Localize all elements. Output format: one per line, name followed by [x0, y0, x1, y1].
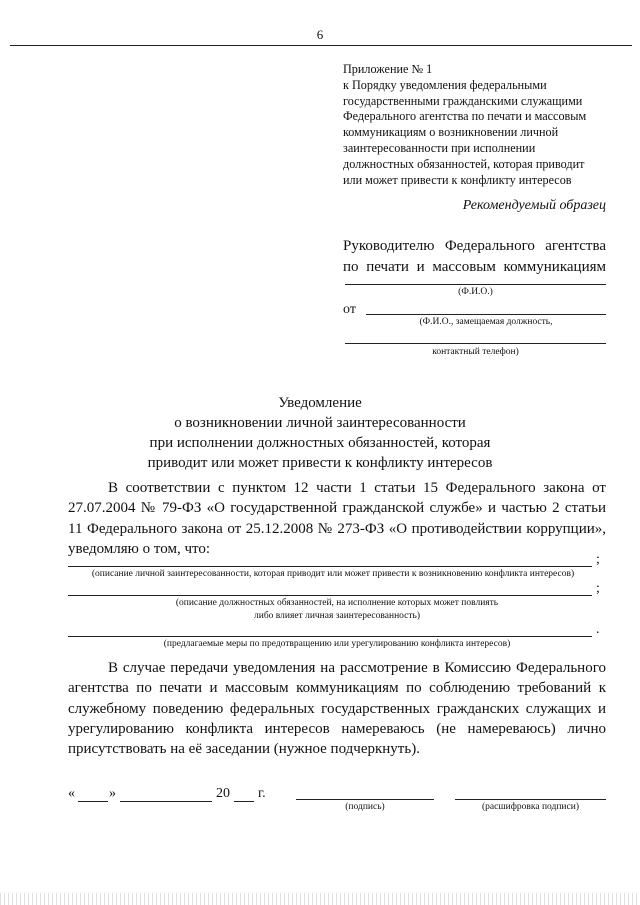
year-prefix: 20 — [216, 786, 230, 801]
from-caption: (Ф.И.О., замещаемая должность, — [419, 317, 553, 327]
phone-line[interactable] — [345, 343, 606, 344]
day-line[interactable] — [78, 801, 108, 802]
fio-line[interactable] — [345, 284, 606, 285]
header-divider — [10, 45, 632, 46]
appendix-line: Приложение № 1 — [343, 62, 433, 76]
appendix-heading — [343, 62, 633, 188]
signature-line[interactable] — [296, 799, 434, 800]
fio-caption: (Ф.И.О.) — [458, 287, 493, 297]
field2-punct: ; — [596, 581, 600, 596]
quote-open: « — [68, 786, 75, 801]
appendix-line: к Порядку уведомления федеральными — [343, 77, 547, 92]
title-line: о возникновении личной заинтересованности — [174, 415, 466, 431]
measures-caption: (предлагаемые меры по предотвращению или урегулированию конфликта интересов) — [163, 639, 511, 649]
duties-line[interactable] — [68, 595, 592, 596]
year-suffix: г. — [258, 786, 266, 801]
commission-paragraph — [68, 658, 606, 759]
from-label: от — [343, 302, 356, 317]
appendix-line: государственными гражданскими служащими — [343, 93, 583, 108]
measures-line[interactable] — [68, 636, 592, 637]
appendix-line: заинтересованности при исполнении — [343, 140, 536, 155]
appendix-line: или может привести к конфликту интересов — [343, 172, 572, 187]
from-line[interactable] — [366, 314, 606, 315]
notification-title — [0, 393, 640, 473]
signature-caption: (подпись) — [345, 802, 385, 812]
scan-edge-artifact — [0, 893, 640, 905]
duties-caption-line2: либо влияет личная заинтересованность) — [254, 611, 420, 621]
title-line: при исполнении должностных обязанностей, которая — [149, 435, 491, 451]
decoding-caption: (расшифровка подписи) — [482, 802, 579, 812]
decoding-line[interactable] — [455, 799, 606, 800]
personal-interest-caption: (описание личной заинтересованности, которая приводит или может привести к возникновению конфликта интересов) — [91, 569, 575, 579]
quote-close: » — [109, 786, 116, 801]
field3-punct: . — [596, 622, 600, 637]
phone-caption: контактный телефон) — [432, 347, 519, 357]
addressee-text: Руководителю Федерального агентства по печати и массовым коммуникациям — [343, 238, 606, 275]
appendix-line: Федерального агентства по печати и массовым — [343, 109, 587, 124]
month-line[interactable] — [120, 801, 212, 802]
title-line: приводит или может привести к конфликту интересов — [147, 455, 493, 471]
intro-paragraph — [68, 478, 606, 559]
personal-interest-line[interactable] — [68, 566, 592, 567]
appendix-line: должностных обязанностей, которая приводит — [343, 156, 585, 171]
title-line: Уведомление — [278, 395, 362, 411]
field1-punct: ; — [596, 552, 600, 567]
commission-text: В случае передачи уведомления на рассмотрение в Комиссию Федерального агентства по печати и массовым коммуникациям по соблюдению требований к служебному поведению федеральных государственных гражданских служащих и урегулированию конфликта интересов намереваюсь (не намереваюсь) лично присутствовать на её заседании (нужное подчеркнуть). — [68, 660, 606, 758]
page-number: 6 — [316, 27, 324, 42]
intro-text: В соответствии с пунктом 12 части 1 статьи 15 Федерального закона от 27.07.2004 № 79-ФЗ «О государственной гражданской службе» и частью 2 статьи 11 Федерального закона от 25.12.2008 № 273-ФЗ «О противодействии коррупции», уведомляю о том, что: — [68, 480, 606, 557]
duties-caption-line1: (описание должностных обязанностей, на исполнение которых может повлиять — [175, 598, 499, 608]
appendix-line: коммуникациям о возникновении личной — [343, 125, 559, 140]
year-line[interactable] — [234, 801, 254, 802]
sample-label: Рекомендуемый образец — [462, 198, 606, 213]
